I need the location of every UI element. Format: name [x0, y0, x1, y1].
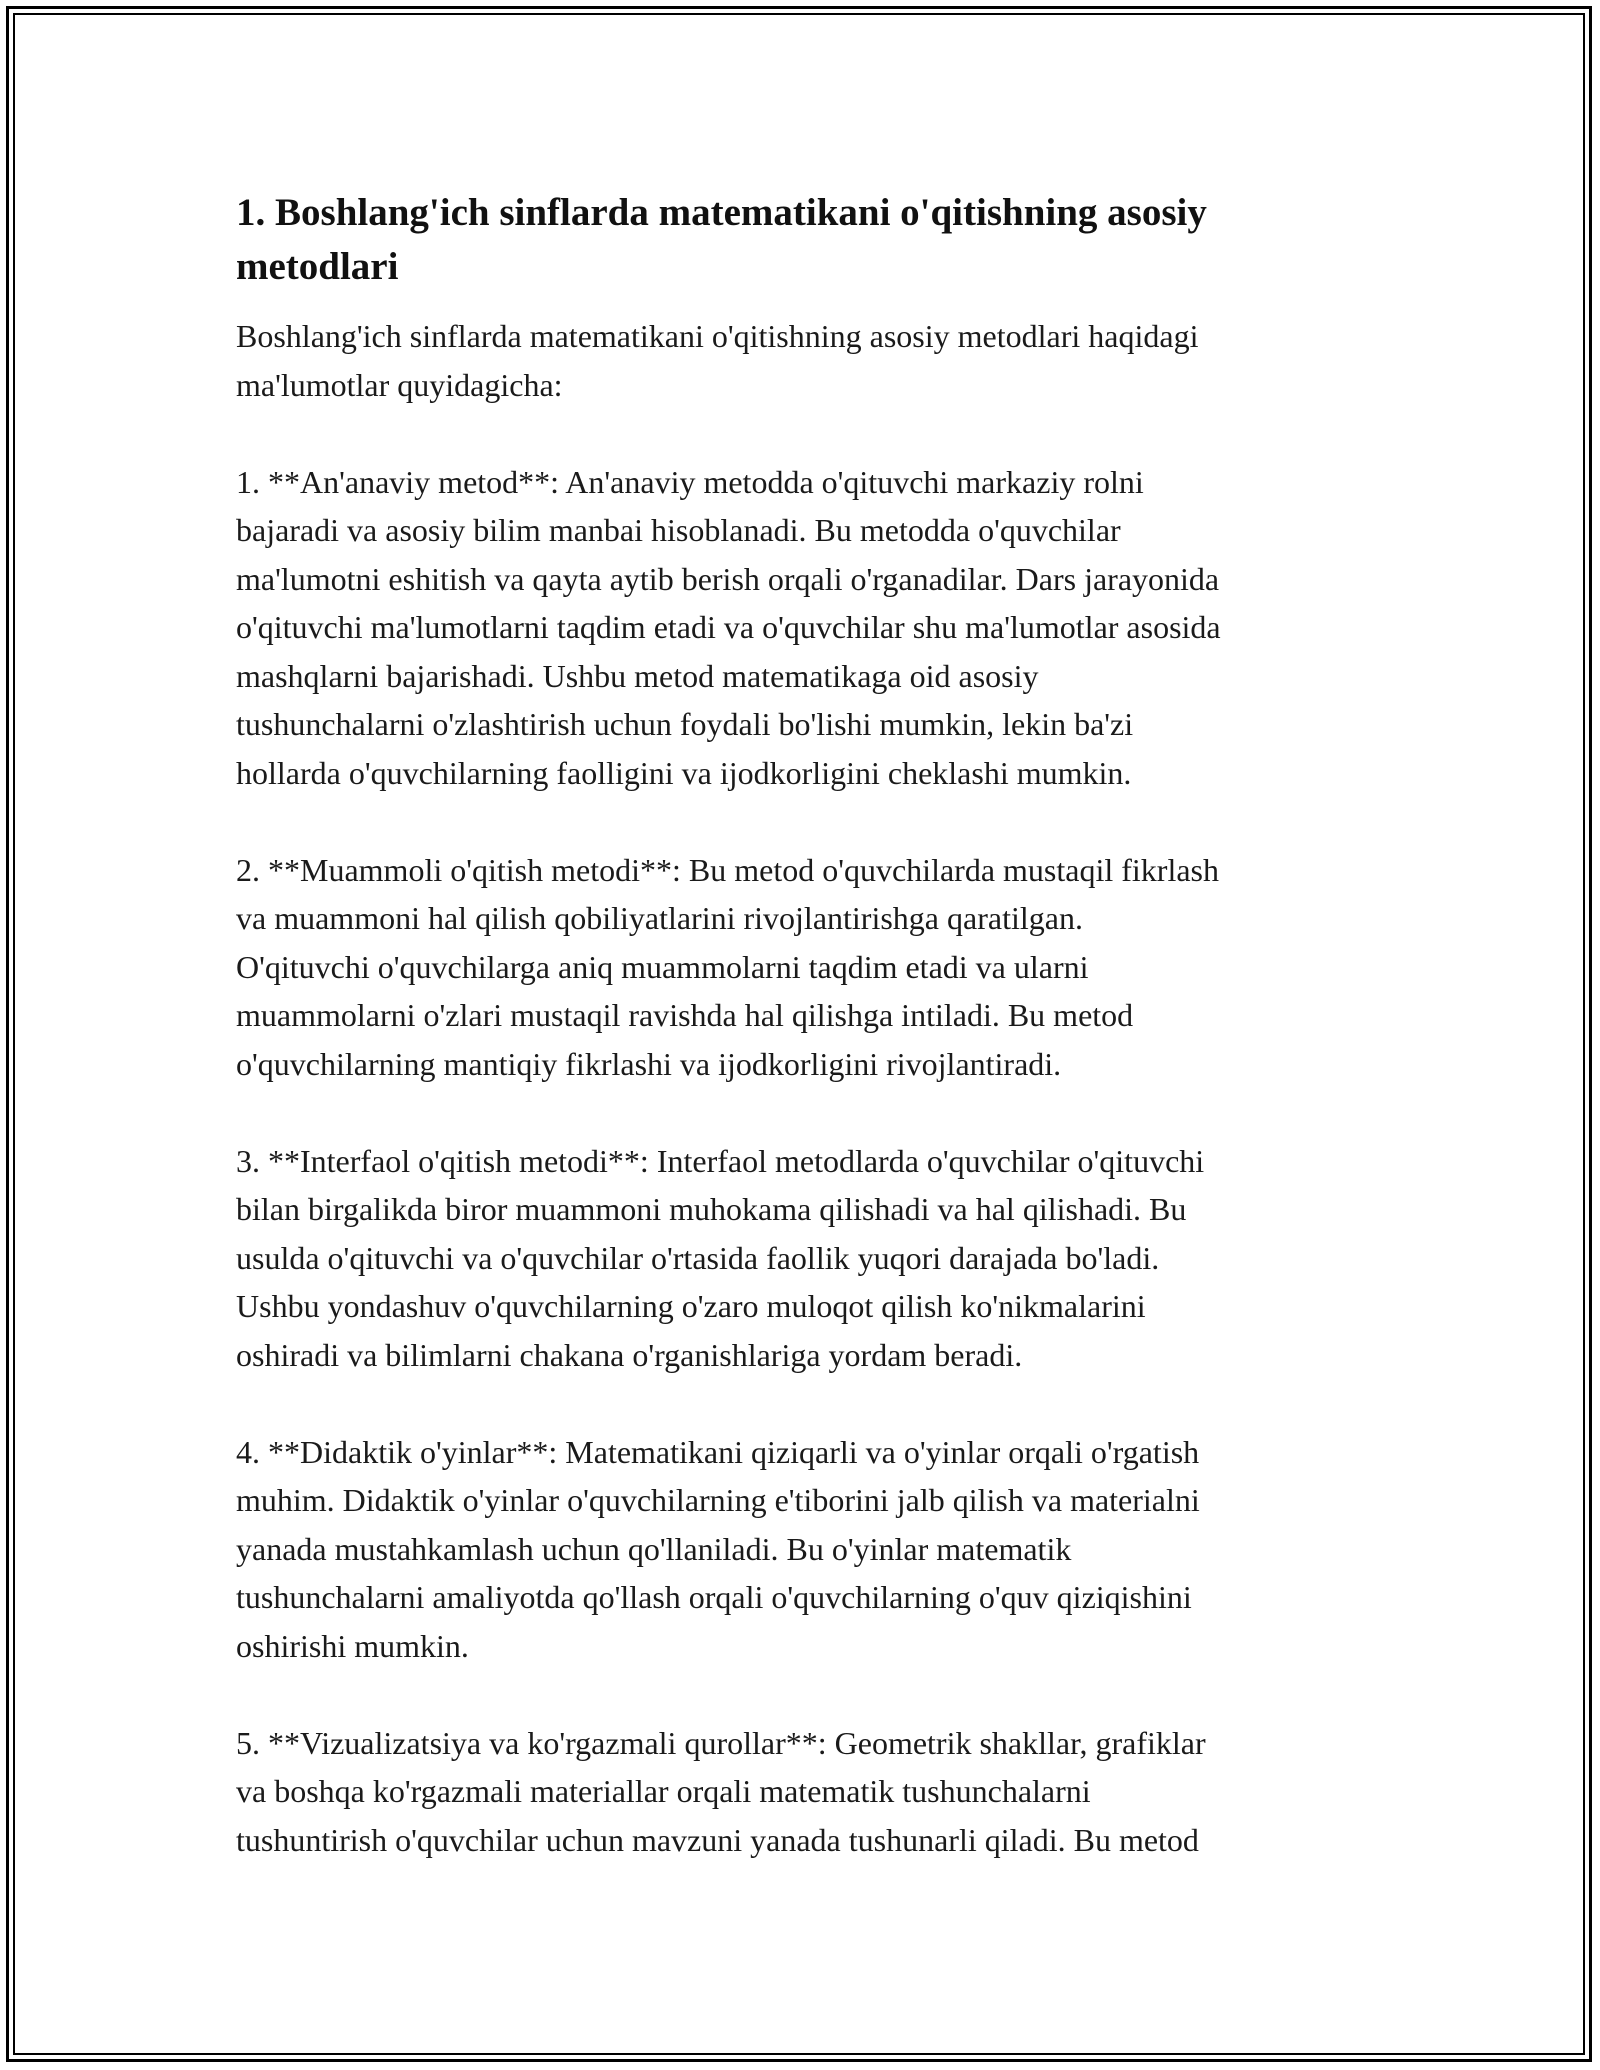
text-line: yanada mustahkamlash uchun qo'llaniladi. Bu o'yinlar matematik [236, 1530, 1072, 1567]
text-line: va muammoni hal qilish qobiliyatlarini rivojlantirishga qaratilgan. [236, 900, 1083, 936]
text-line: muammolarni o'zlari mustaqil ravishda hal qilishga intiladi. Bu metod [236, 997, 1134, 1033]
text-line: 4. **Didaktik o'yinlar**: Matematikani qiziqarli va o'yinlar orqali o'rgatish [236, 1433, 1200, 1470]
text-line: bajaradi va asosiy bilim manbai hisoblanadi. Bu metodda o'quvchilar [236, 512, 1121, 548]
text-line: bilan birgalikda biror muammoni muhokama qilishadi va hal qilishadi. Bu [236, 1191, 1187, 1227]
text-line: mashqlarni bajarishadi. Ushbu metod matematikaga oid asosiy [236, 657, 1039, 694]
text-line: o'quvchilarning mantiqiy fikrlashi va ijodkorligini rivojlantiradi. [236, 1045, 1062, 1082]
intro-paragraph [236, 312, 1386, 409]
text-line: va boshqa ko'rgazmali materiallar orqali matematik tushunchalarni [236, 1773, 1091, 1809]
text-line: Ushbu yondashuv o'quvchilarning o'zaro muloqot qilish ko'nikmalarini [236, 1288, 1146, 1324]
method-paragraph-5 [236, 1719, 1386, 1865]
text-line: 3. **Interfaol o'qitish metodi**: Interfaol metodlarda o'quvchilar o'qituvchi [236, 1142, 1205, 1179]
text-line: oshiradi va bilimlarni chakana o'rganishlariga yordam beradi. [236, 1336, 1023, 1373]
text-line: 5. **Vizualizatsiya va ko'rgazmali qurollar**: Geometrik shakllar, grafiklar [236, 1724, 1206, 1761]
method-paragraph-4 [236, 1428, 1386, 1671]
document-title [236, 186, 1386, 294]
text-line: O'qituvchi o'quvchilarga aniq muammolarni taqdim etadi va ularni [236, 948, 1089, 985]
method-paragraph-2 [236, 846, 1386, 1089]
text-line: o'qituvchi ma'lumotlarni taqdim etadi va o'quvchilar shu ma'lumotlar asosida [236, 609, 1221, 645]
document-body [236, 186, 1386, 1864]
method-paragraph-3 [236, 1137, 1386, 1380]
text-line: tushuntirish o'quvchilar uchun mavzuni yanada tushunarli qiladi. Bu metod [236, 1821, 1199, 1858]
text-line: ma'lumotni eshitish va qayta aytib berish orqali o'rganadilar. Dars jarayonida [236, 560, 1220, 597]
text-line: hollarda o'quvchilarning faolligini va ijodkorligini cheklashi mumkin. [236, 754, 1132, 791]
method-paragraph-1 [236, 458, 1386, 798]
text-line: muhim. Didaktik o'yinlar o'quvchilarning e'tiborini jalb qilish va materialni [236, 1482, 1200, 1518]
text-line: ma'lumotlar quyidagicha: [236, 366, 563, 403]
text-line: 1. **An'anaviy metod**: An'anaviy metodda o'qituvchi markaziy rolni [236, 463, 1144, 500]
title-line: metodlari [236, 245, 399, 288]
text-line: tushunchalarni amaliyotda qo'llash orqali o'quvchilarning o'quv qiziqishini [236, 1579, 1192, 1615]
text-line: Boshlang'ich sinflarda matematikani o'qitishning asosiy metodlari haqidagi [236, 318, 1199, 354]
text-line: tushunchalarni o'zlashtirish uchun foydali bo'lishi mumkin, lekin ba'zi [236, 706, 1134, 742]
title-line: 1. Boshlang'ich sinflarda matematikani o'qitishning asosiy [236, 191, 1207, 234]
text-line: oshirishi mumkin. [236, 1627, 469, 1664]
text-line: usulda o'qituvchi va o'quvchilar o'rtasida faollik yuqori darajada bo'ladi. [236, 1239, 1160, 1276]
text-line: 2. **Muammoli o'qitish metodi**: Bu metod o'quvchilarda mustaqil fikrlash [236, 851, 1219, 888]
